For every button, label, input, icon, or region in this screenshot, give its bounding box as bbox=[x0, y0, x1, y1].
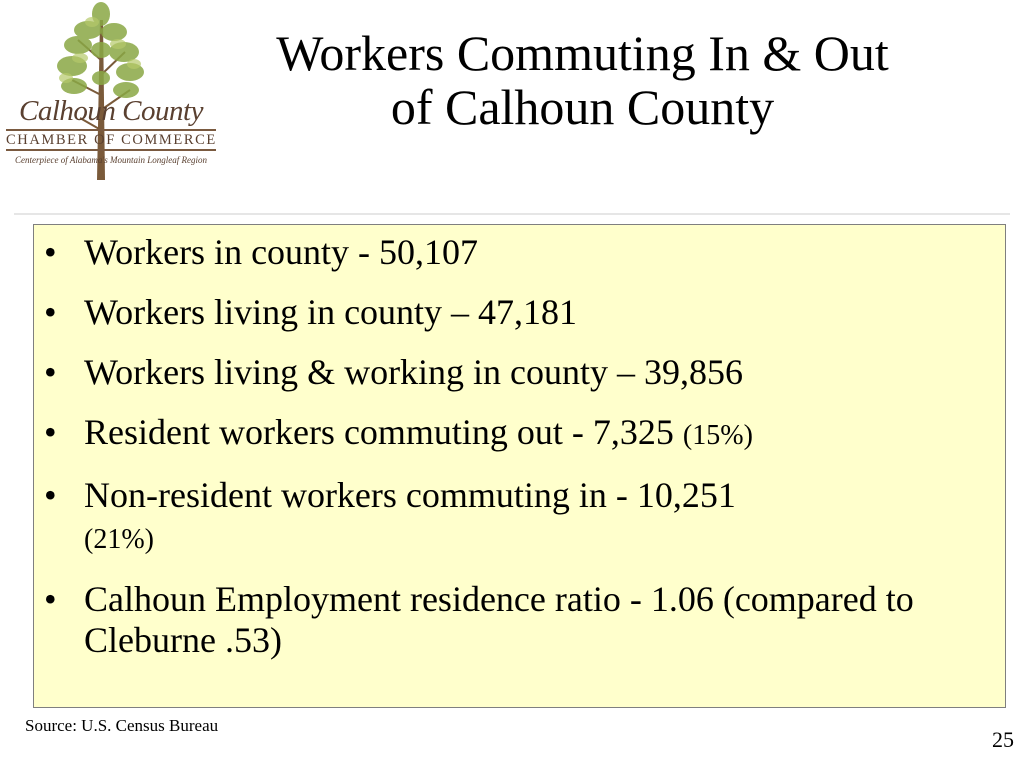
slide-title-line2: of Calhoun County bbox=[390, 79, 775, 135]
source-note: Source: U.S. Census Bureau bbox=[25, 716, 219, 735]
logo-name: Calhoun County bbox=[19, 95, 203, 127]
bullet-text: Resident workers commuting out - 7,325 bbox=[84, 412, 674, 452]
slide-title-line1: Workers Commuting In & Out bbox=[276, 25, 889, 81]
bullet-icon: • bbox=[44, 352, 57, 392]
bullet-item bbox=[34, 232, 1005, 273]
bullet-icon: • bbox=[44, 412, 57, 452]
bullet-item bbox=[34, 475, 1005, 560]
bullet-icon: • bbox=[44, 579, 57, 619]
bullet-text: Workers in county - 50,107 bbox=[84, 232, 479, 272]
bullet-icon: • bbox=[44, 475, 57, 515]
bullet-percentage: (15%) bbox=[682, 420, 753, 451]
title-divider bbox=[14, 213, 1010, 215]
bullet-percentage: (21%) bbox=[84, 524, 154, 555]
slide-title bbox=[190, 26, 975, 134]
bullet-item bbox=[34, 352, 1005, 393]
content-box bbox=[33, 224, 1006, 708]
bullet-item bbox=[34, 579, 1005, 661]
bullet-list bbox=[34, 225, 1005, 661]
bullet-text: Workers living & working in county – 39,856 bbox=[84, 352, 744, 392]
bullet-text: Non-resident workers commuting in - 10,251 bbox=[84, 475, 736, 515]
bullet-icon: • bbox=[44, 232, 57, 272]
logo-org: CHAMBER OF COMMERCE bbox=[6, 129, 216, 151]
logo-tagline: Centerpiece of Alabama's Mountain Longleaf Region bbox=[15, 155, 207, 165]
chamber-logo bbox=[0, 0, 222, 190]
bullet-icon: • bbox=[44, 292, 57, 332]
bullet-text: Workers living in county – 47,181 bbox=[84, 292, 578, 332]
bullet-item bbox=[34, 412, 1005, 456]
bullet-item bbox=[34, 292, 1005, 333]
page-number: 25 bbox=[992, 727, 1014, 752]
bullet-text: Calhoun Employment residence ratio - 1.06 (compared to Cleburne .53) bbox=[84, 579, 914, 660]
